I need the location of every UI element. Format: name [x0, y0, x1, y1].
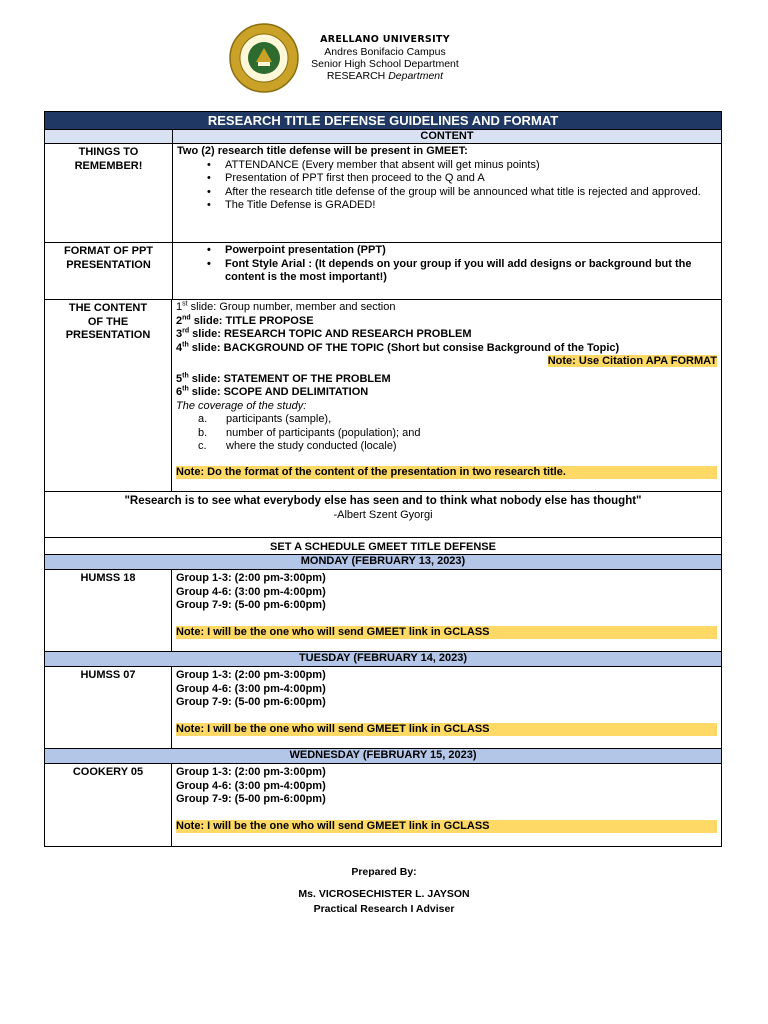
slide-line [176, 342, 717, 356]
group-slot: Group 7-9: (5-00 pm-6:00pm) [176, 793, 326, 805]
header-text [300, 34, 470, 82]
schedule-note: Note: I will be the one who will send GMEET link in GCLASS [176, 626, 717, 640]
things-intro: Two (2) research title defense will be present in GMEET: [177, 145, 468, 157]
format-content [173, 243, 721, 299]
slide-text: slide: RESEARCH TOPIC AND RESEARCH PROBLEM [189, 328, 472, 340]
schedule-content [172, 764, 721, 846]
content-header: CONTENT [173, 130, 721, 143]
day-row [45, 749, 721, 764]
list-item: • Powerpoint presentation (PPT) [207, 244, 717, 258]
coverage-list [176, 413, 717, 454]
slide-ordinal: th [182, 385, 189, 393]
quote-text: "Research is to see what everybody else has seen and to think what nobody else has thought" [124, 495, 642, 507]
prepared-by-label: Prepared By: [351, 866, 417, 878]
slide-ordinal: nd [182, 313, 191, 321]
slide-line [176, 315, 717, 329]
list-text: number of participants (population); and [226, 426, 421, 439]
department-name [300, 70, 470, 82]
schedule-title: SET A SCHEDULE GMEET TITLE DEFENSE [270, 541, 496, 553]
slide-ordinal: th [182, 371, 189, 379]
things-row [45, 144, 721, 243]
list-item: • After the research title defense of the group will be announced what title is rejected and approved. [207, 186, 717, 200]
slide-number: 4 [176, 341, 183, 354]
group-slot: Group 1-3: (2:00 pm-3:00pm) [176, 669, 326, 681]
slide-ordinal: th [182, 340, 189, 348]
slide-text: slide: TITLE PROPOSE [190, 314, 314, 327]
slide-number: 3 [176, 328, 183, 340]
group-slot: Group 7-9: (5-00 pm-6:00pm) [176, 599, 326, 611]
group-slot: Group 1-3: (2:00 pm-3:00pm) [176, 766, 326, 778]
slide-number: 1 [176, 301, 183, 313]
adviser-role: Practical Research I Adviser [313, 903, 455, 915]
document-header [0, 0, 768, 100]
schedule-content [172, 667, 721, 748]
schedule-row [45, 764, 721, 846]
adviser-name: Ms. VICROSECHISTER L. JAYSON [298, 888, 470, 900]
section-label: COOKERY 05 [45, 764, 172, 846]
slide-line [176, 328, 717, 342]
day-label: WEDNESDAY (FEBRUARY 15, 2023) [45, 749, 721, 763]
group-slot: Group 4-6: (3:00 pm-4:00pm) [176, 682, 326, 695]
format-row [45, 243, 721, 300]
schedule-note: Note: I will be the one who will send GMEET link in GCLASS [176, 723, 717, 737]
content-header-blank [45, 130, 173, 143]
citation-note: Note: Use Citation APA FORMAT [547, 355, 717, 367]
things-label [45, 144, 173, 242]
list-text: where the study conducted (locale) [226, 440, 397, 452]
citation-note-line [176, 355, 717, 369]
section-label: HUMSS 07 [45, 667, 172, 748]
schedule-row [45, 667, 721, 749]
schedule-row [45, 570, 721, 652]
list-item: • Font Style Arial : (It depends on your group if you will add designs or background but the content is the most important!) [207, 258, 717, 285]
format-label-text: FORMAT OF PPT PRESENTATION [63, 245, 153, 271]
presentation-content-label [45, 300, 172, 491]
list-item [198, 440, 717, 454]
slide-text: slide: BACKGROUND OF THE TOPIC (Short but consise Background of the Topic) [188, 341, 620, 354]
list-item: • The Title Defense is GRADED! [207, 199, 717, 213]
slide-ordinal: st [182, 300, 188, 308]
slide-line [176, 386, 717, 400]
slide-line [176, 301, 717, 315]
day-label: TUESDAY (FEBRUARY 14, 2023) [45, 652, 721, 666]
content-header-row [45, 130, 721, 144]
list-item: • ATTENDANCE (Every member that absent will get minus points) [207, 159, 717, 173]
university-name: ARELLANO UNIVERSITY [320, 34, 450, 45]
coverage-heading: The coverage of the study: [176, 399, 307, 412]
guidelines-table [44, 111, 722, 847]
list-item [198, 427, 717, 441]
slide-number: 2 [176, 314, 183, 327]
campus-name: Andres Bonifacio Campus [324, 46, 446, 58]
format-list [177, 244, 717, 285]
quote-row [45, 492, 721, 538]
things-label-text: THINGS TO REMEMBER! [74, 146, 143, 172]
content-note: Note: Do the format of the content of the presentation in two research title. [176, 466, 717, 480]
slide-number: 5 [176, 372, 183, 385]
slide-line [176, 373, 717, 387]
group-slot: Group 4-6: (3:00 pm-4:00pm) [176, 779, 326, 792]
day-row [45, 555, 721, 570]
schedule-note: Note: I will be the one who will send GMEET link in GCLASS [176, 820, 717, 834]
group-slot: Group 1-3: (2:00 pm-3:00pm) [176, 572, 326, 584]
presentation-content-row [45, 300, 721, 492]
slide-text: slide: STATEMENT OF THE PROBLEM [188, 372, 391, 385]
presentation-content-label-text: THE CONTENT OF THE PRESENTATION [65, 302, 151, 341]
list-text: participants (sample), [226, 413, 332, 425]
department-prefix: RESEARCH [326, 70, 386, 82]
group-slot: Group 4-6: (3:00 pm-4:00pm) [176, 585, 326, 598]
list-marker: c. [198, 440, 207, 452]
slide-text: slide: Group number, member and section [187, 301, 396, 313]
department-suffix: Department [388, 70, 444, 82]
day-label: MONDAY (FEBRUARY 13, 2023) [45, 555, 721, 569]
things-list [177, 159, 717, 213]
quote-author: -Albert Szent Gyorgi [333, 509, 433, 521]
slide-number: 6 [176, 386, 183, 398]
title-row [45, 112, 721, 130]
group-slot: Group 7-9: (5-00 pm-6:00pm) [176, 696, 326, 708]
school-name: Senior High School Department [311, 58, 459, 70]
section-label: HUMSS 18 [45, 570, 172, 651]
list-marker: a. [198, 413, 208, 425]
day-row [45, 652, 721, 667]
list-marker: b. [198, 426, 208, 439]
list-item: • Presentation of PPT first then proceed to the Q and A [207, 172, 717, 186]
things-content [173, 144, 721, 242]
university-seal-icon [228, 22, 300, 94]
list-item [198, 413, 717, 427]
schedule-title-row [45, 538, 721, 555]
slide-ordinal: rd [182, 327, 190, 335]
schedule-content [172, 570, 721, 651]
table-title: RESEARCH TITLE DEFENSE GUIDELINES AND FORMAT [45, 112, 721, 129]
slide-text: slide: SCOPE AND DELIMITATION [188, 386, 369, 398]
format-label [45, 243, 173, 299]
presentation-content [172, 300, 721, 491]
